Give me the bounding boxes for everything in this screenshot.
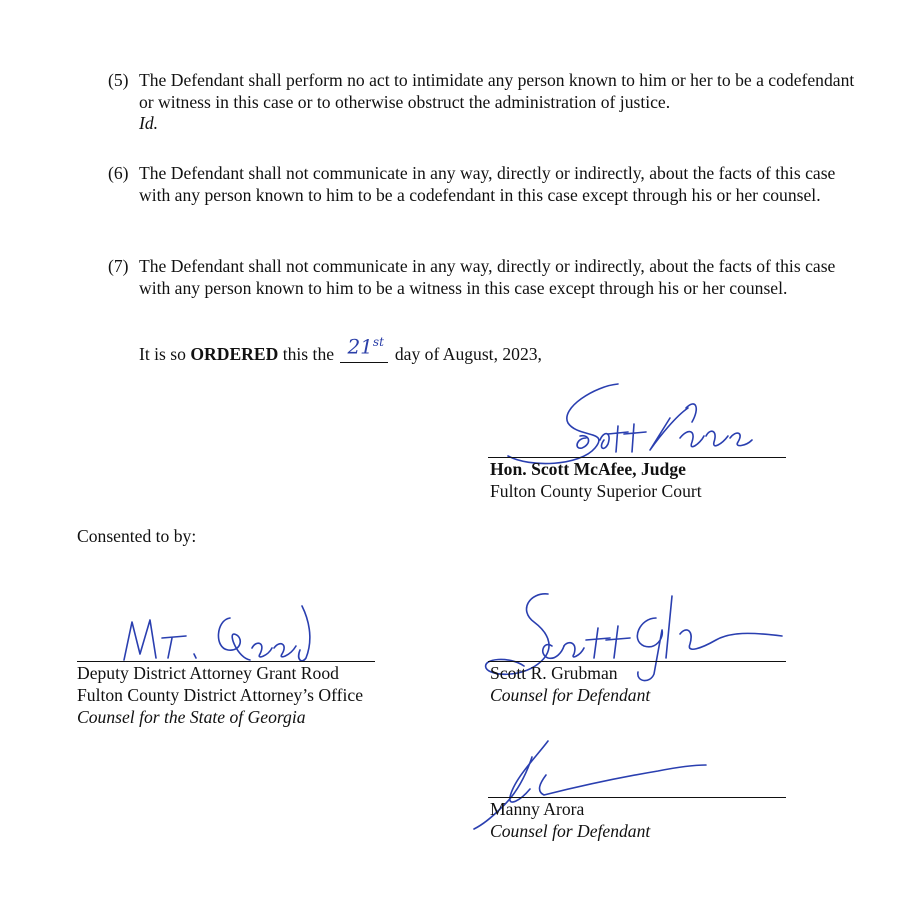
grubman-signature-line (488, 661, 786, 662)
paragraph-text: The Defendant shall not communicate in any way, directly or indirectly, about the facts of this case with any person known to him to be a witness in this case except through his or her counsel. (139, 256, 836, 298)
judge-court: Fulton County Superior Court (490, 481, 702, 501)
grubman-role: Counsel for Defendant (490, 685, 651, 705)
paragraph-text: The Defendant shall not communicate in any way, directly or indirectly, about the facts of this case with any person known to him to be a codefendant in this case except through his or her counsel. (139, 163, 836, 205)
paragraph-5 (108, 70, 868, 135)
order-prefix: It is so (139, 344, 186, 364)
arora-role: Counsel for Defendant (490, 821, 651, 841)
judge-name: Hon. Scott McAfee, Judge (490, 459, 686, 479)
order-middle: this the (282, 344, 335, 364)
state-counsel-office: Fulton County District Attorney’s Office (77, 685, 364, 705)
paragraph-number: (6) (108, 163, 129, 183)
order-statement (139, 334, 542, 366)
citation: Id. (139, 113, 159, 133)
order-ordered: ORDERED (190, 344, 279, 364)
state-counsel-signature-line (77, 661, 375, 662)
paragraph-number: (7) (108, 256, 129, 276)
paragraph-7 (108, 256, 868, 299)
order-suffix: day of August, 2023, (394, 344, 542, 364)
judge-signature-line (488, 457, 786, 458)
state-counsel-name: Deputy District Attorney Grant Rood (77, 663, 339, 683)
state-counsel-signature (110, 598, 330, 668)
grubman-name: Scott R. Grubman (490, 663, 618, 683)
consent-label: Consented to by: (77, 526, 197, 546)
paragraph-text: The Defendant shall perform no act to intimidate any person known to him or her to be a codefendant or witness in this case or to otherwise obstruct the administration of justice. (139, 70, 855, 112)
handwritten-day: 21st (347, 334, 384, 359)
arora-name: Manny Arora (490, 799, 585, 819)
day-blank (340, 334, 388, 363)
paragraph-number: (5) (108, 70, 129, 90)
paragraph-6 (108, 163, 868, 206)
arora-signature-line (488, 797, 786, 798)
state-counsel-role: Counsel for the State of Georgia (77, 707, 306, 727)
